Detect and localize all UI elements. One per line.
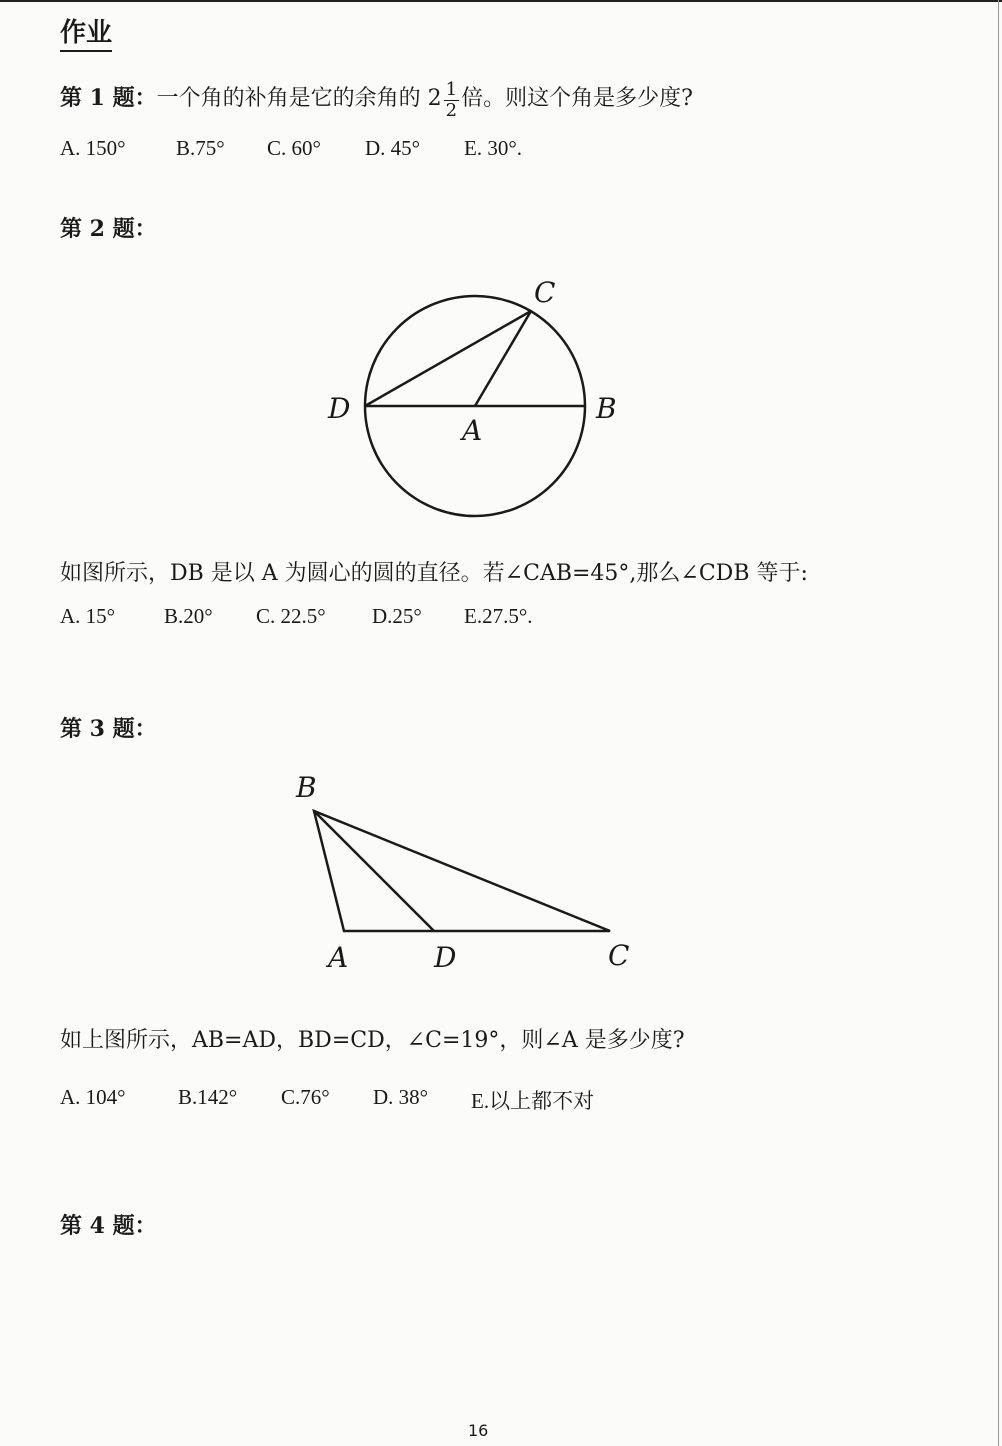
question-1-text-after: 倍。则这个角是多少度? [461,86,693,111]
point-label-b: B [596,392,617,425]
question-3-text: 如上图所示，AB=AD，BD=CD，∠C=19°，则∠A 是多少度? [60,1028,685,1053]
q1-option-e: E. 30°. [464,136,522,160]
q2-option-c: C. 22.5° [256,604,326,628]
q3-option-d: D. 38° [373,1085,429,1109]
q1-option-b: B.75° [176,136,225,160]
chord-dc [365,311,531,406]
question-2-text: 如图所示，DB 是以 A 为圆心的圆的直径。若∠CAB=45°,那么∠CDB 等于: [60,561,808,586]
page-title: 作业 [60,18,112,52]
fraction-denominator: 2 [445,100,458,121]
triangle-diagram [280,765,660,980]
point-label-d: D [328,392,351,425]
point-label-a: A [462,414,483,447]
q2-option-b: B.20° [164,604,213,628]
segment-bd [314,811,434,931]
q2-option-e: E.27.5°. [464,604,533,628]
point-label-a: A [328,941,349,974]
q1-option-c: C. 60° [267,136,321,160]
question-1 [60,80,693,121]
fraction-numerator: 1 [445,79,458,100]
page-edge-line [998,0,999,1446]
point-label-c: C [534,276,556,309]
point-label-b: B [296,771,317,804]
q2-option-d: D.25° [372,604,422,628]
q3-option-c: C.76° [281,1085,330,1109]
q3-option-e: E.以上都不对 [471,1089,595,1113]
question-2-label: 第 2 题： [60,216,157,242]
circle-diagram [310,270,640,530]
q3-option-a: A. 104° [60,1085,126,1109]
q1-option-a: A. 150° [60,136,126,160]
question-1-label: 第 1 题： [60,85,157,111]
q1-option-d: D. 45° [365,136,421,160]
fraction-one-half [444,80,459,121]
triangle-abc [314,811,610,931]
question-3-label: 第 3 题： [60,716,157,742]
question-4-label: 第 4 题： [60,1213,157,1239]
q3-option-b: B.142° [178,1085,238,1109]
q2-option-a: A. 15° [60,604,116,628]
question-1-text-before: 一个角的补角是它的余角的 2 [156,86,442,111]
top-border-line [0,0,1002,2]
radius-ac [475,311,531,406]
point-label-d: D [434,941,457,974]
page-number: 16 [468,1421,489,1440]
point-label-c: C [608,939,630,972]
